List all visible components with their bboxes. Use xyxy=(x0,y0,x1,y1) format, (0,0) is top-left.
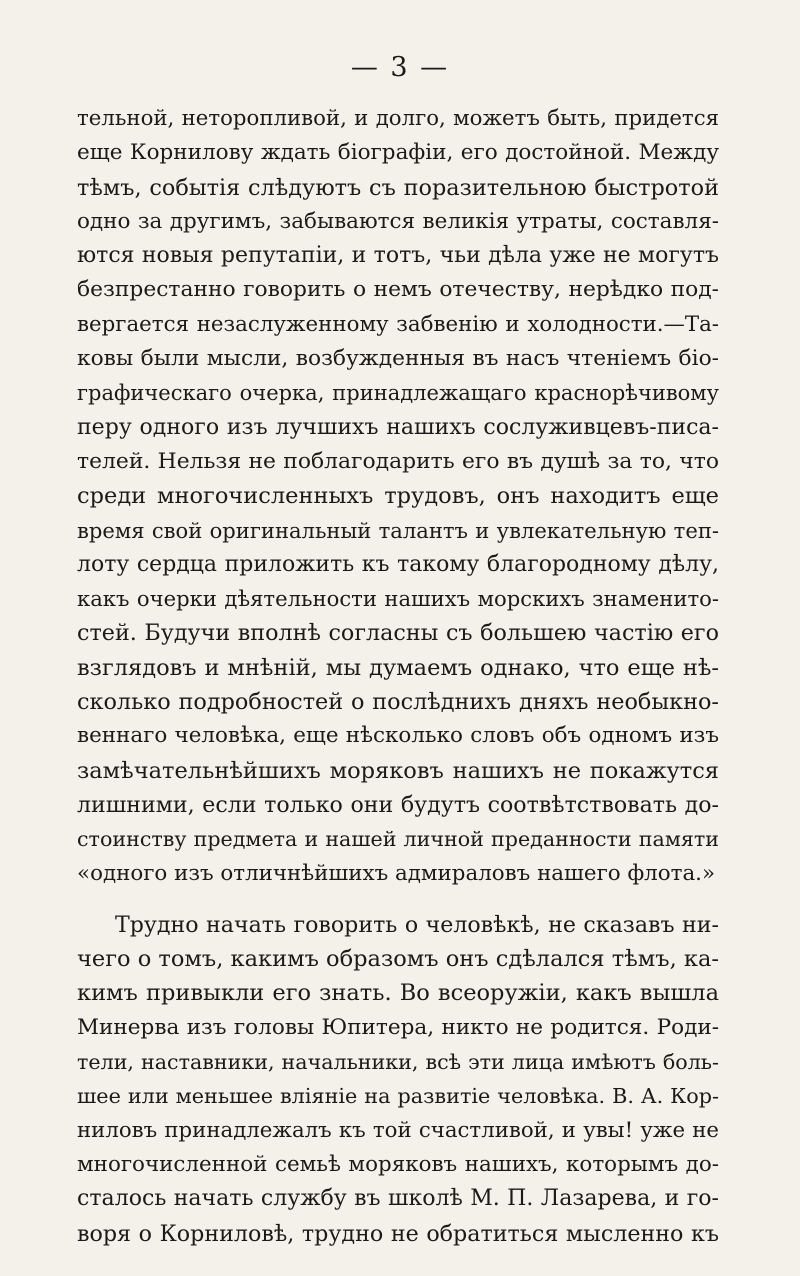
text-line: ковы были мысли, возбужденныя въ насъ чтеніемъ біо- xyxy=(77,346,719,372)
text-line: многочисленной семьѣ моряковъ нашихъ, которымъ до- xyxy=(77,1151,719,1177)
body-text xyxy=(77,102,719,1251)
text-line: одно за другимъ, забываются великія утраты, составля- xyxy=(77,208,719,234)
text-line: еще Корнилову ждать біографіи, его достойной. Между xyxy=(77,140,719,166)
text-line: тельной, неторопливой, и долго, можетъ быть, придется xyxy=(77,106,719,131)
text-line: взглядовъ и мнѣній, мы думаемъ однако, что еще нѣ- xyxy=(77,654,719,681)
text-line: тели, наставники, начальники, всѣ эти лица имѣютъ боль- xyxy=(77,1050,719,1075)
text-line: вергается незаслуженному забвенію и холодности.—Та- xyxy=(77,311,719,337)
text-line: какъ очерки дѣятельности нашихъ морскихъ знаменито- xyxy=(77,586,719,612)
paragraph-gap xyxy=(77,891,719,908)
text-line: тѣмъ, событія слѣдуютъ съ поразительною быстротой xyxy=(77,174,719,201)
paragraph-1 xyxy=(77,102,719,891)
paragraph-2 xyxy=(77,908,719,1251)
text-line: чего о томъ, какимъ образомъ онъ сдѣлался тѣмъ, ка- xyxy=(77,946,719,973)
text-line: веннаго человѣка, еще нѣсколько словъ объ одномъ изъ xyxy=(77,723,719,749)
text-line: телей. Нельзя не поблагодарить его въ душѣ за то, что xyxy=(77,448,719,474)
text-line: стей. Будучи вполнѣ согласны съ большею частію его xyxy=(77,620,719,647)
text-line: ниловъ принадлежалъ къ той счастливой, и увы! уже не xyxy=(77,1117,719,1143)
text-line: графическаго очерка, принадлежащаго краснорѣчивому xyxy=(77,380,719,406)
text-line: сталось начать службу въ школѣ М. П. Лазарева, и го- xyxy=(77,1186,719,1212)
text-line: сколько подробностей о послѣднихъ дняхъ необыкно- xyxy=(77,689,719,716)
text-line: ются новыя репутапіи, и тотъ, чьи дѣла уже не могутъ xyxy=(77,243,719,269)
text-line: кимъ привыкли его знать. Во всеоружіи, какъ вышла xyxy=(77,980,719,1007)
text-line: лоту сердца приложить къ такому благородному дѣлу, xyxy=(77,551,719,577)
text-line: шее или меньшее вліяніе на развитіе человѣка. В. А. Кор- xyxy=(77,1084,719,1109)
text-line: стоинству предмета и нашей личной преданности памяти xyxy=(77,827,719,852)
text-line: «одного изъ отличнѣйшихъ адмираловъ нашего флота.» xyxy=(77,860,716,886)
text-line: безпрестанно говорить о немъ отечеству, нерѣдко под- xyxy=(77,277,719,303)
text-line: перу одного изъ лучшихъ нашихъ сослуживцевъ-писа- xyxy=(77,414,719,440)
page-number: — 3 — xyxy=(350,52,450,83)
text-line: воря о Корниловѣ, трудно не обратиться мысленно къ xyxy=(77,1220,719,1247)
text-line: время свой оригинальный талантъ и увлекательную теп- xyxy=(77,517,719,543)
text-line: Минерва изъ головы Юпитера, никто не родится. Роди- xyxy=(77,1014,719,1040)
text-line: среди многочисленныхъ трудовъ, онъ находитъ еще xyxy=(77,483,719,510)
text-line: замѣчательнѣйшихъ моряковъ нашихъ не покажутся xyxy=(77,757,719,784)
text-line: лишними, если только они будутъ соотвѣтствовать до- xyxy=(77,791,719,818)
text-line: Трудно начать говорить о человѣкѣ, не сказавъ ни- xyxy=(115,911,719,938)
